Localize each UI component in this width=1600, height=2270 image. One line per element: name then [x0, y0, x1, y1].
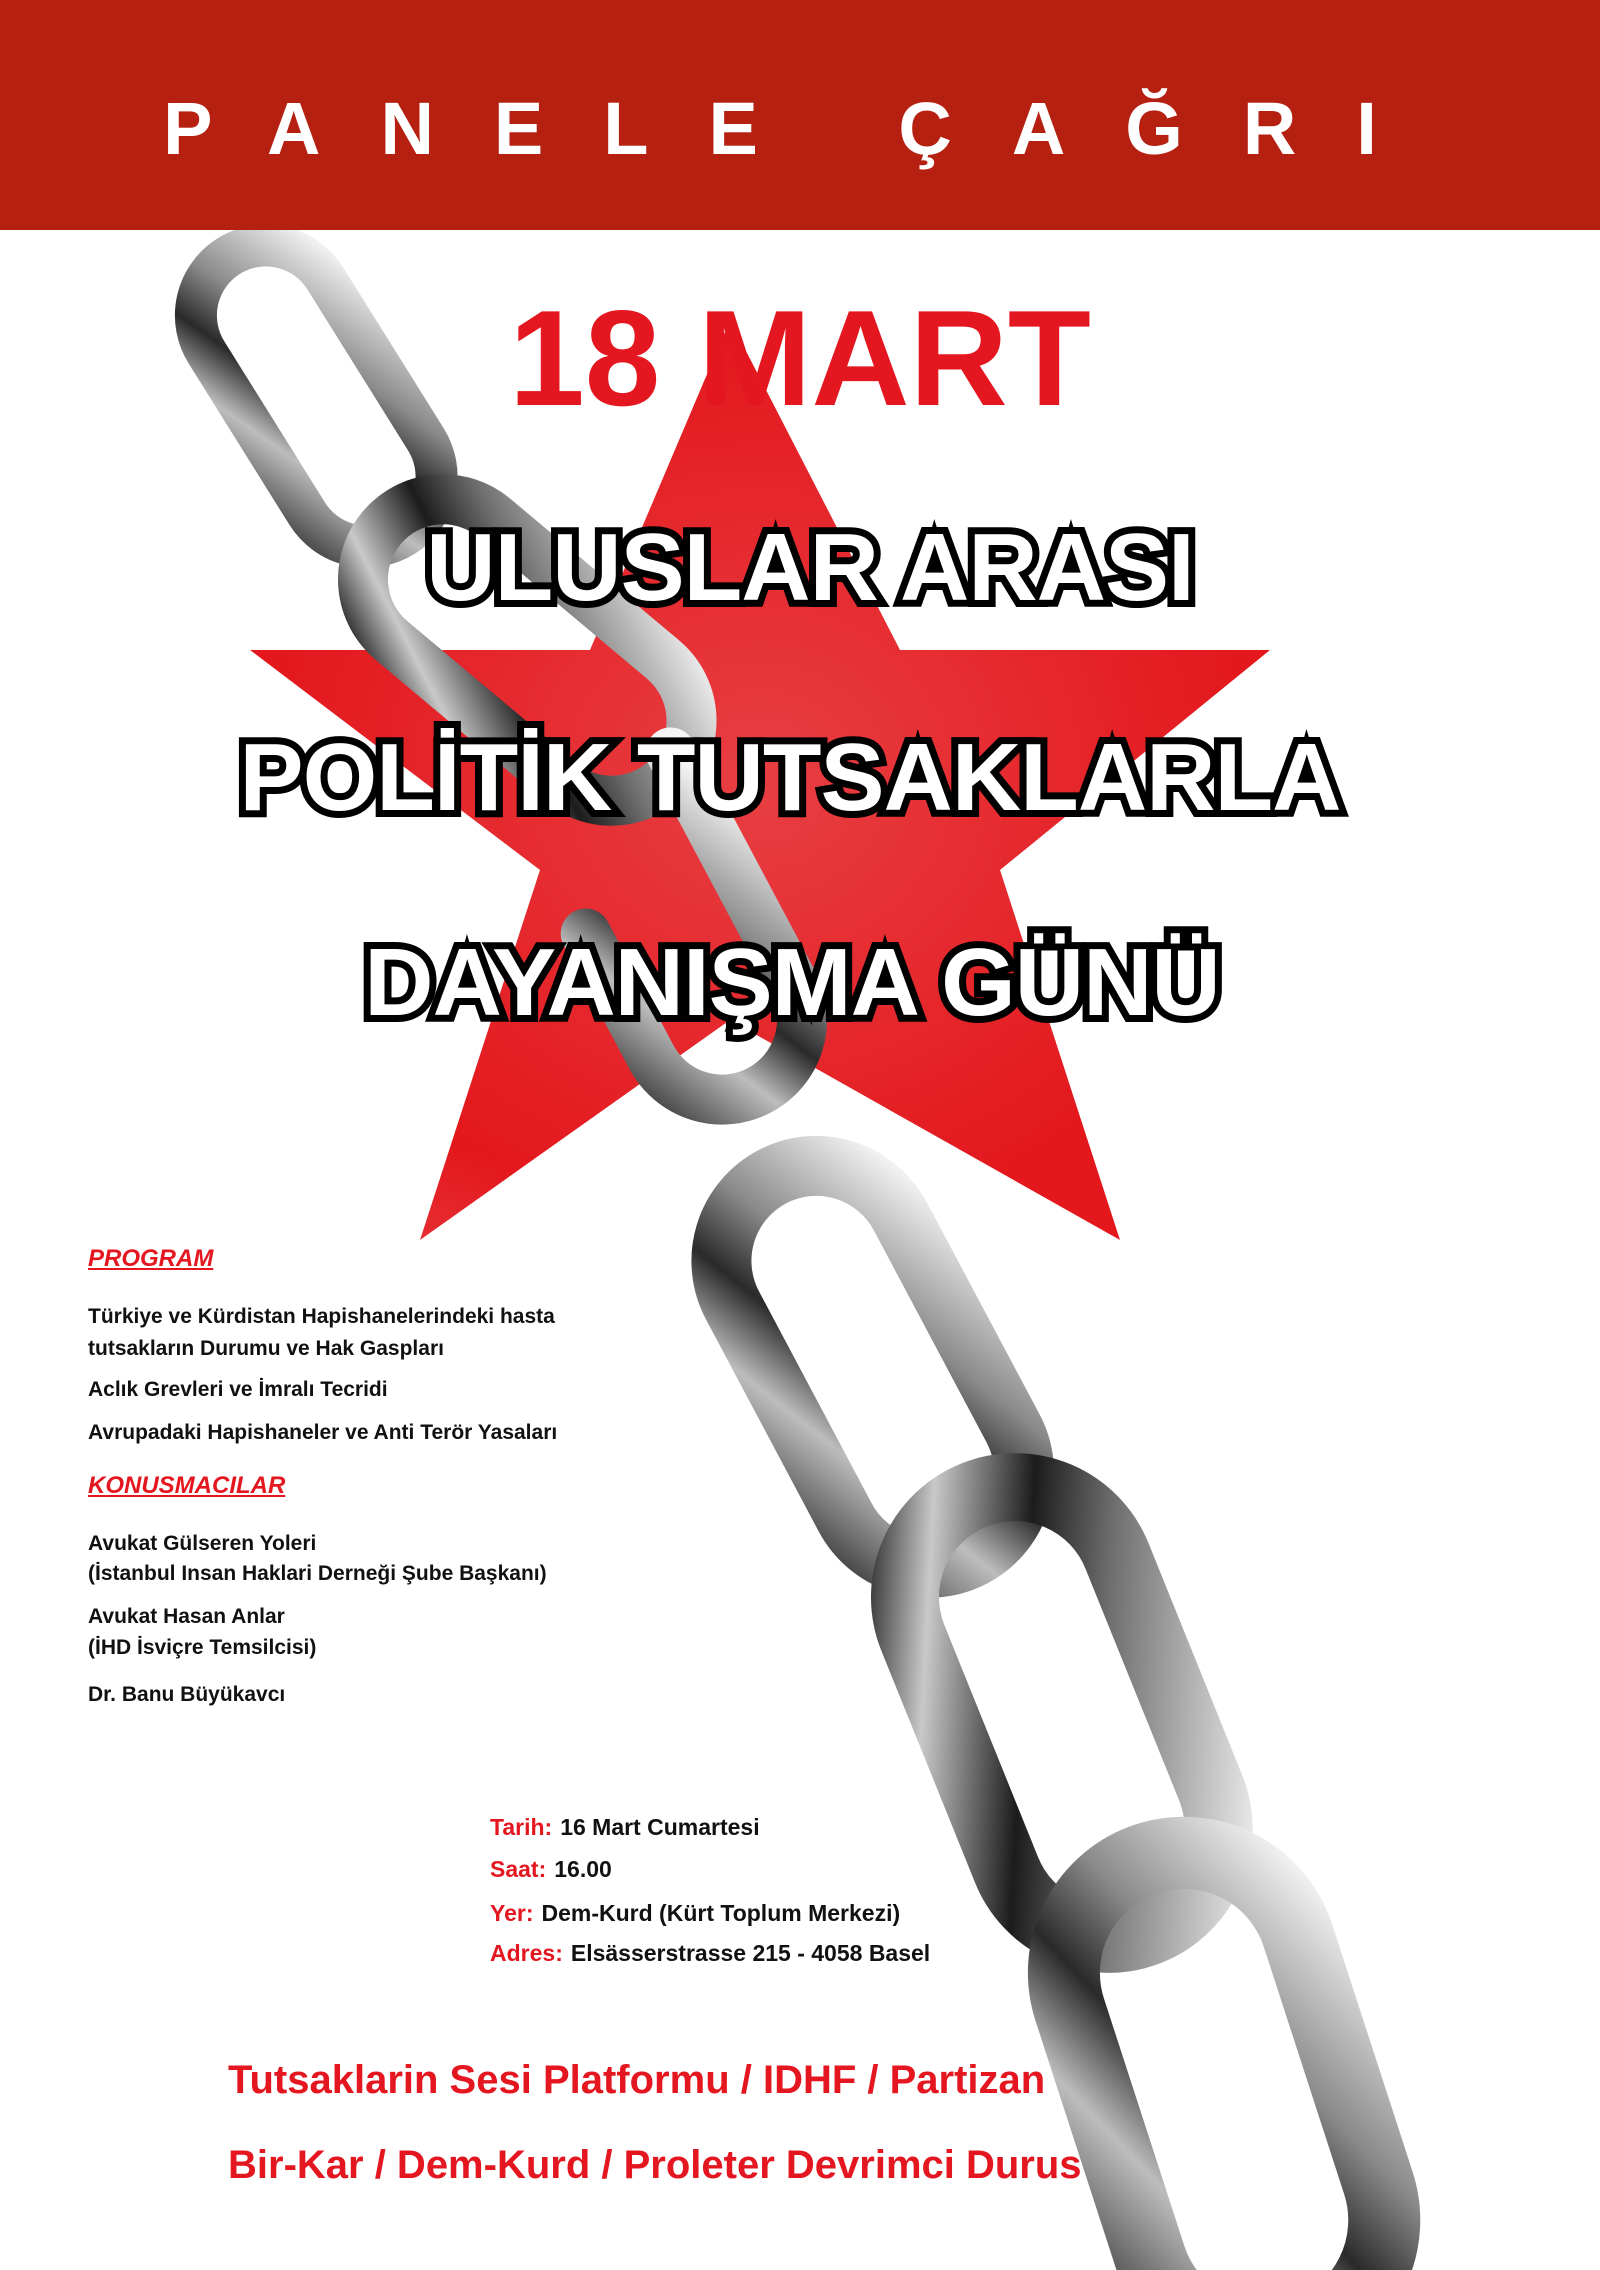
organizers-line-2: Bir-Kar / Dem-Kurd / Proleter Devrimci Durus: [228, 2143, 1082, 2187]
headline-line-3: DAYANIŞMA GÜNÜ: [364, 929, 1220, 1036]
detail-date-value: 16 Mart Cumartesi: [560, 1814, 760, 1840]
speakers-label: KONUSMACILAR: [88, 1472, 286, 1499]
program-item: Türkiye ve Kürdistan Hapishanelerindeki hasta: [88, 1305, 555, 1328]
program-item: tutsakların Durumu ve Hak Gaspları: [88, 1337, 444, 1360]
detail-time-label: Saat:: [490, 1856, 547, 1882]
detail-place-label: Yer:: [490, 1900, 534, 1926]
headline-line-1: ULUSLAR ARASI: [426, 514, 1194, 621]
speaker-line: Dr. Banu Büyükavcı: [88, 1683, 286, 1706]
organizers-line-1: Tutsaklarin Sesi Platformu / IDHF / Partizan: [228, 2058, 1046, 2102]
speaker-line: (İHD İsviçre Temsilcisi): [88, 1636, 317, 1659]
program-label: PROGRAM: [88, 1245, 214, 1272]
program-item: Aclık Grevleri ve İmralı Tecridi: [88, 1378, 388, 1401]
event-date-title: 18 MART: [509, 282, 1091, 434]
detail-date: [490, 1814, 760, 1841]
detail-time-value: 16.00: [554, 1856, 612, 1882]
detail-address-label: Adres:: [490, 1940, 563, 1966]
speaker-line: (İstanbul Insan Haklari Derneği Şube Başkanı): [88, 1562, 547, 1585]
headline-line-2: POLİTİK TUTSAKLARLA: [239, 724, 1341, 831]
detail-date-label: Tarih:: [490, 1814, 553, 1840]
detail-address-value: Elsässerstrasse 215 - 4058 Basel: [570, 1940, 931, 1966]
detail-time: [490, 1856, 612, 1883]
detail-address: [490, 1940, 930, 1967]
speaker-line: Avukat Hasan Anlar: [88, 1605, 285, 1628]
program-item: Avrupadaki Hapishaneler ve Anti Terör Yasaları: [88, 1421, 558, 1444]
detail-place: [490, 1900, 900, 1927]
detail-place-value: Dem-Kurd (Kürt Toplum Merkezi): [541, 1900, 901, 1926]
header-title: PANELE ÇAĞRI: [163, 87, 1437, 170]
speaker-line: Avukat Gülseren Yoleri: [88, 1532, 317, 1555]
